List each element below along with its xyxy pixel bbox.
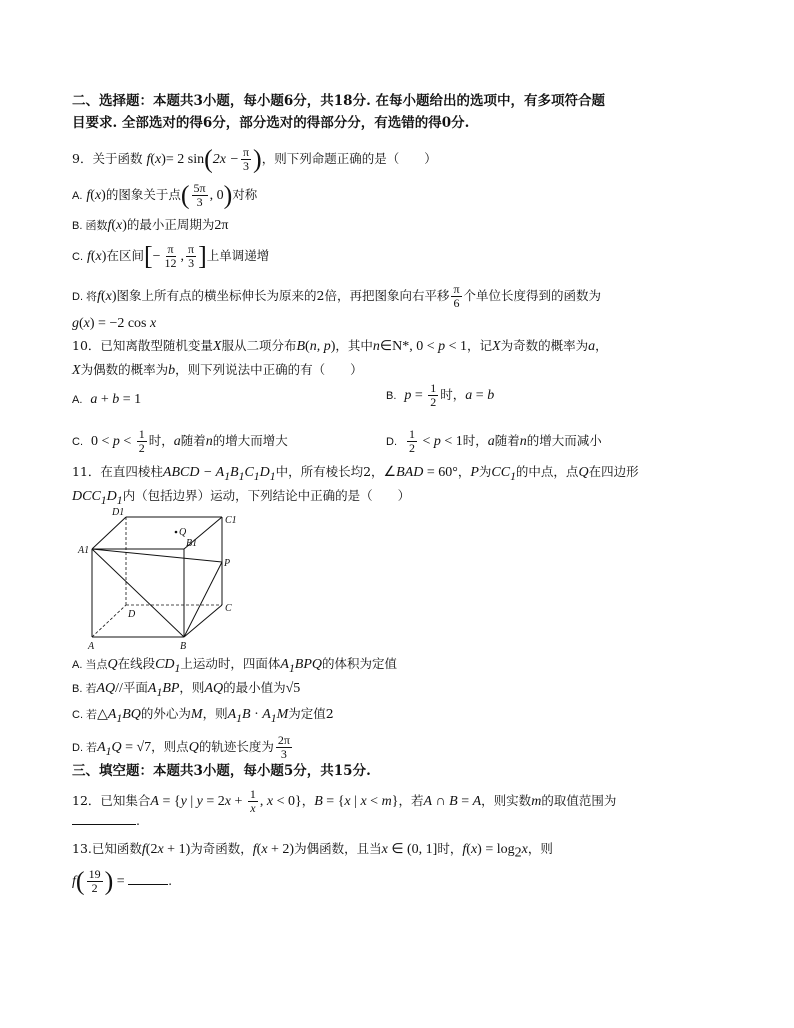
- label-q: Q: [179, 527, 187, 538]
- q10-option-b: B. p = $\frac{1}{2}$ 时，a = b: [386, 381, 495, 409]
- section2-heading-line2: 目要求. 全部选对的得6分，部分选对的得部分分，有选错的得0分.: [72, 115, 470, 131]
- q12-blank: .: [72, 812, 140, 830]
- section2-heading-line1: 二、选择题：本题共3小题，每小题6分，共18分. 在每小题给出的选项中，有多项符合题: [72, 93, 605, 109]
- line-a1-p: [92, 549, 222, 562]
- q11-option-b: B. 若AQ//平面$A_1BP$，则AQ的最小值为√5: [72, 680, 301, 699]
- q9-option-d: D. 将f(x)图象上所有点的横坐标伸长为原来的2倍，再把图象向右平移 $\frac{\pi}{6}$ 个单位长度得到的函数为: [72, 282, 602, 310]
- q9-option-a: A. f(x)的图象关于点( $\frac{5\pi}{3}$ , 0)对称: [72, 180, 258, 210]
- q10-option-a: A. a + b = 1: [72, 392, 142, 407]
- question-13: 13.已知函数f(2x + 1)为奇函数，f(x + 2)为偶函数，且当x ∈ (0, 1]时，$f(x) = \log_2x$，则: [72, 841, 553, 861]
- q9-function: f: [146, 152, 151, 167]
- edge-a1-d1: [92, 517, 126, 549]
- q9-lead: 9．关于函数: [72, 151, 143, 166]
- label-a: A: [88, 641, 95, 652]
- q9-tail: ，则下列命题正确的是（ ）: [261, 151, 437, 166]
- question-12: 12．已知集合A = {y | y = 2x + $\frac{1}{x}$ , x < 0}，B = {x | x < m}，若A ∩ B = A，则实数m的取值范围为: [72, 787, 617, 815]
- question-10: 10．已知离散型随机变量X服从二项分布B(n, p)，其中n∈N*, 0 < p < 1，记X为奇数的概率为a，: [72, 338, 608, 354]
- prism-figure: [72, 505, 252, 653]
- q9-option-b: B. 函数f(x)的最小正周期为2π: [72, 217, 229, 233]
- edge-b-c: [184, 605, 222, 637]
- label-d: D: [128, 609, 136, 620]
- q10-option-c: C. 0 < p < $\frac{1}{2}$ 时，a随着n的增大而增大: [72, 427, 288, 455]
- question-11-line2: $DCC_1D_1$内（包括边界）运动，下列结论中正确的是（ ）: [72, 488, 411, 507]
- label-d1: D1: [112, 507, 125, 518]
- label-b1: B1: [186, 538, 198, 549]
- q11-option-d: D. 若$A_1Q = √7$，则点Q的轨迹长度为 $\frac{2\pi}{3}$: [72, 733, 290, 761]
- question-11: 11．在直四棱柱ABCD − $A_1B_1C_1D_1$中，所有棱长均2，∠BAD = 60°，P为$CC_1$的中点，点Q在四边形: [72, 464, 639, 483]
- q10-option-d: D. $\frac{1}{2}$ < p < 1时，a随着n的增大而减小: [386, 427, 602, 455]
- section3-heading: 三、填空题：本题共3小题，每小题5分，共15分.: [72, 763, 371, 779]
- label-c: C: [225, 603, 232, 614]
- line-a1-b: [92, 549, 184, 637]
- label-b: B: [180, 641, 187, 652]
- q11-option-c: C. 若$\triangle A_1BQ$的外心为M，则$A_1B \cdot A_1M$为定值2: [72, 706, 334, 725]
- q11-option-a: A. 当点Q在线段$CD_1$上运动时，四面体$A_1BPQ$的体积为定值: [72, 656, 398, 675]
- line-b-p: [184, 562, 222, 637]
- question-10-line2: X为偶数的概率为b，则下列说法中正确的有（ ）: [72, 362, 363, 378]
- point-q: [175, 531, 178, 534]
- label-p: P: [224, 558, 231, 569]
- q9-option-d-cont: g(x) = −2 cos x: [72, 316, 157, 331]
- q13-answer-line: f( $\frac{19}{2}$ ) = .: [72, 866, 173, 896]
- label-c1: C1: [225, 515, 237, 526]
- question-9: 9．关于函数 f(x)= 2 sin(2x − $\frac{\pi}{3}$ )，则下列命题正确的是（ ）: [72, 144, 437, 174]
- label-a1: A1: [78, 545, 90, 556]
- q9-option-c: C. f(x)在区间[− $\frac{\pi}{12}$ , $\frac{\pi}{3}$ ]上单调递增: [72, 241, 270, 271]
- edge-a-d: [92, 605, 126, 637]
